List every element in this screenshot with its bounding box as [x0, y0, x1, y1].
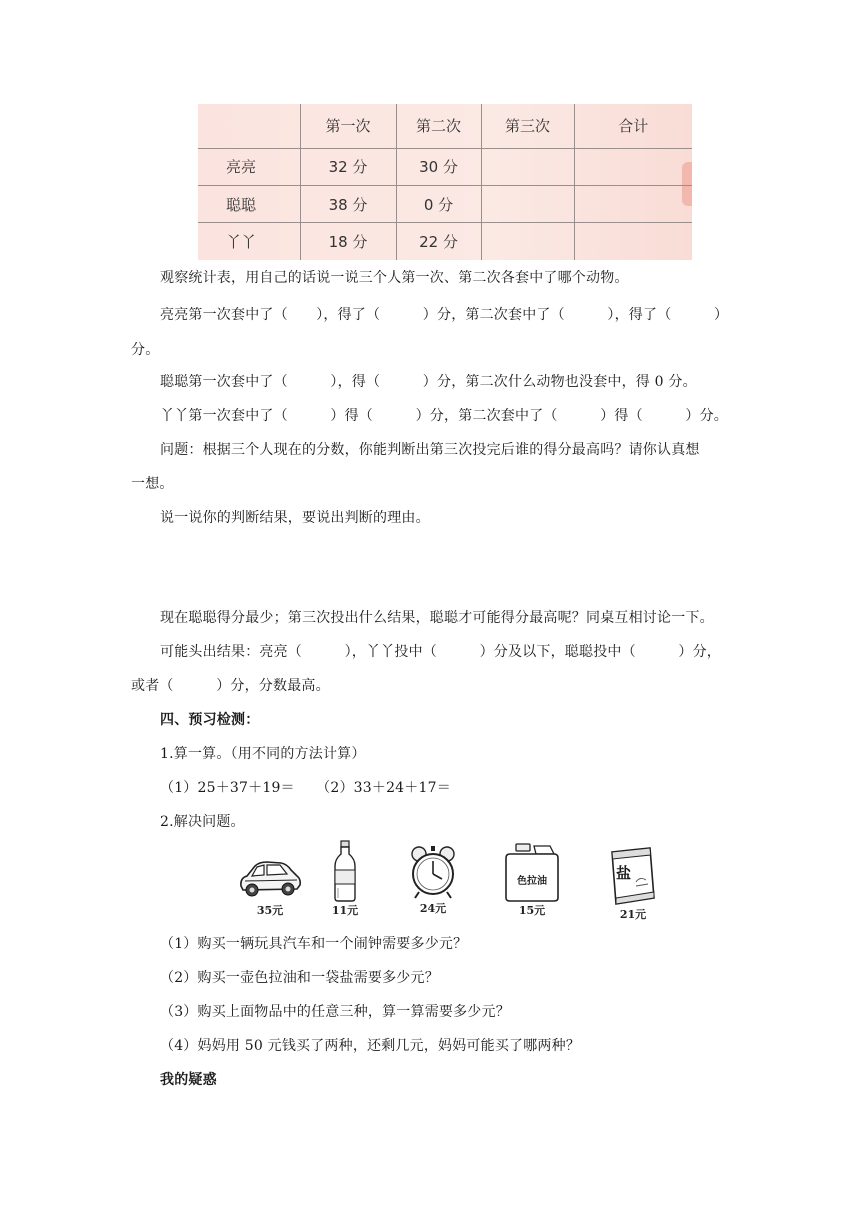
score-cell: [481, 186, 574, 223]
table-row: [198, 148, 692, 185]
score-cell: [481, 223, 574, 260]
price-label: 21元: [619, 908, 647, 921]
score-table: [198, 104, 692, 260]
score-cell: 38 分: [300, 186, 396, 223]
header-cell: 第三次: [481, 104, 574, 148]
product-car: [236, 852, 304, 918]
now-text: 现在聪聪得分最少；第三次投出什么结果，聪聪才可能得分最高呢？同桌互相讨论一下。: [160, 610, 714, 626]
header-cell: 合计: [574, 104, 692, 148]
liang-text-line2: 分。: [131, 342, 160, 358]
bottle-icon: [330, 840, 360, 902]
sub-question-4: （4）妈妈用 50 元钱买了两种，还剩几元，妈妈可能买了哪两种？: [160, 1038, 581, 1054]
price-label: 24元: [419, 902, 447, 915]
question-line1: 问题：根据三个人现在的分数，你能判断出第三次投完后谁的得分最高吗？请你认真想: [160, 442, 700, 458]
sub-question-2: （2）购买一壶色拉油和一袋盐需要多少元？: [160, 970, 439, 986]
score-table-image: [198, 104, 692, 260]
row-name: 聪聪: [198, 186, 300, 223]
header-cell: 第二次: [396, 104, 481, 148]
cong-text: 聪聪第一次套中了（ ），得（ ）分，第二次什么动物也没套中，得 0 分。: [160, 374, 697, 390]
score-cell: 30 分: [396, 148, 481, 185]
score-cell: 0 分: [396, 186, 481, 223]
product-salt-bag: [606, 846, 660, 922]
price-label: 11元: [331, 904, 359, 917]
question-line2: 一想。: [131, 476, 174, 492]
table-row: [198, 223, 692, 260]
score-cell: 18 分: [300, 223, 396, 260]
oil-jug-label: 色拉油: [517, 876, 547, 887]
score-cell: 22 分: [396, 223, 481, 260]
score-cell: [574, 148, 692, 185]
salt-bag-label: 盐: [616, 864, 632, 882]
score-cell: [574, 223, 692, 260]
score-cell: [481, 148, 574, 185]
possible-line2: 或者（ ）分，分数最高。: [131, 678, 330, 694]
row-name: 亮亮: [198, 148, 300, 185]
car-icon: [237, 852, 303, 902]
possible-line1: 可能头出结果：亮亮（ ），丫丫投中（ ）分及以下，聪聪投中（ ）分，: [160, 644, 721, 660]
q2-title: 2.解决问题。: [160, 814, 245, 830]
header-cell: [198, 104, 300, 148]
score-cell: [574, 186, 692, 223]
header-cell: 第一次: [300, 104, 396, 148]
row-name: 丫丫: [198, 223, 300, 260]
yaya-text: 丫丫第一次套中了（ ）得（ ）分，第二次套中了（ ）得（ ）分。: [160, 408, 728, 424]
price-label: 15元: [518, 904, 546, 917]
section-heading: 四、预习检测：: [160, 712, 260, 728]
score-cell: 32 分: [300, 148, 396, 185]
product-bottle: [324, 840, 366, 918]
sub-question-1: （1）购买一辆玩具汽车和一个闹钟需要多少元？: [160, 936, 468, 952]
alarm-clock-icon: [405, 844, 461, 900]
product-alarm-clock: [404, 844, 462, 916]
observe-text: 观察统计表，用自己的话说一说三个人第一次、第二次各套中了哪个动物。: [160, 270, 629, 286]
sub-question-3: （3）购买上面物品中的任意三种，算一算需要多少元？: [160, 1004, 510, 1020]
reason-text: 说一说你的判断结果，要说出判断的理由。: [160, 510, 430, 526]
price-label: 35元: [256, 904, 284, 917]
table-row: [198, 186, 692, 223]
doubts-heading: 我的疑惑: [160, 1072, 217, 1088]
table-header-row: [198, 104, 692, 148]
q1-items: （1）25＋37＋19＝ （2）33＋24＋17＝: [160, 780, 451, 796]
q1-title: 1.算一算。（用不同的方法计算）: [160, 746, 366, 762]
product-oil-jug: [502, 842, 562, 918]
liang-text-line1: 亮亮第一次套中了（ ），得了（ ）分，第二次套中了（ ），得了（ ）: [160, 307, 729, 323]
